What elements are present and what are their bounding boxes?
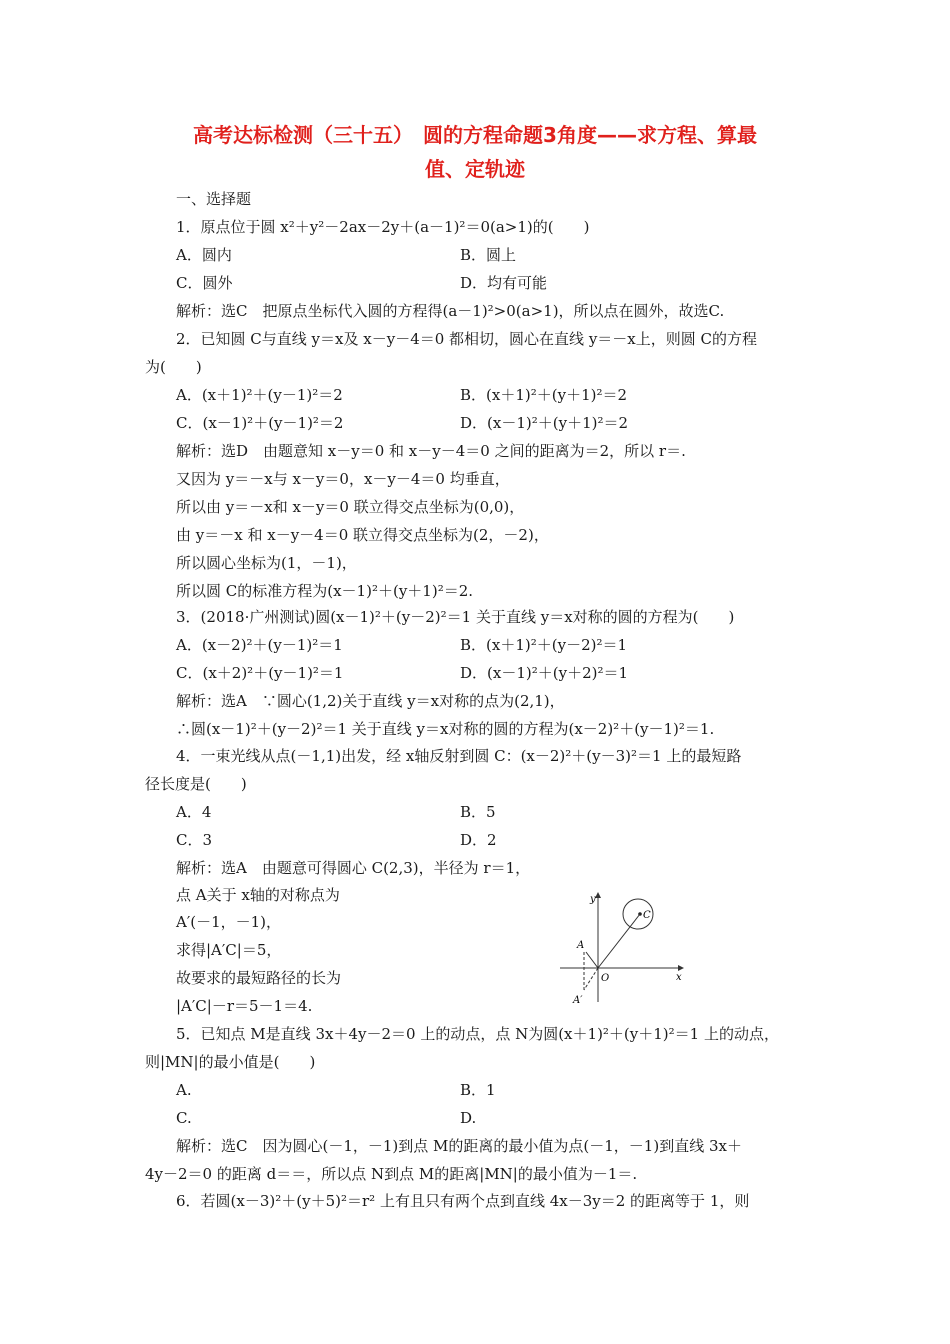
y-axis-label: y [590, 894, 596, 905]
q2-option-a: A．(x＋1)²＋(y－1)²＝2 [176, 386, 343, 404]
page-title-line1: 高考达标检测（三十五） 圆的方程命题3角度——求方程、算最 [193, 123, 757, 147]
question-2-cont: 为( ) [145, 358, 202, 376]
question-5: 5．已知点 M是直线 3x＋4y－2＝0 上的动点，点 N为圆(x＋1)²＋(y＋1)²＝1 上的动点， [176, 1025, 779, 1043]
q1-option-c: C．圆外 [176, 274, 233, 292]
q3-option-c: C．(x＋2)²＋(y－1)²＝1 [176, 664, 344, 682]
question-4-cont: 径长度是( ) [145, 775, 247, 793]
q4-solution-2: 点 A关于 x轴的对称点为 [176, 886, 340, 904]
q4-option-d: D．2 [460, 831, 497, 849]
question-5-cont: 则|MN|的最小值是( ) [145, 1053, 316, 1071]
question-1: 1．原点位于圆 x²＋y²－2ax－2y＋(a－1)²＝0(a>1)的( ) [176, 218, 590, 236]
line-a-prime-to-c [598, 914, 640, 968]
q3-solution-1: 解析：选A ∵圆心(1,2)关于直线 y＝x对称的点为(2,1)， [176, 692, 565, 710]
q4-solution-5: 故要求的最短路径的长为 [176, 969, 342, 987]
reflection-figure [560, 890, 685, 1005]
dashed-a-prime [584, 968, 598, 990]
point-a-label: A [577, 940, 585, 951]
question-3: 3．(2018·广州测试)圆(x－1)²＋(y－2)²＝1 关于直线 y＝x对称的圆的方程为( ) [176, 608, 735, 626]
question-4: 4．一束光线从点(－1,1)出发，经 x轴反射到圆 C：(x－2)²＋(y－3)²＝1 上的最短路 [176, 747, 742, 765]
q2-option-c: C．(x－1)²＋(y－1)²＝2 [176, 414, 344, 432]
q5-solution-2: 4y－2＝0 的距离 d＝＝，所以点 N到点 M的距离|MN|的最小值为－1＝. [145, 1165, 638, 1183]
question-6: 6．若圆(x－3)²＋(y＋5)²＝r² 上有且只有两个点到直线 4x－3y＝2 的距离等于 1，则 [176, 1192, 750, 1210]
q2-solution-3: 所以由 y＝－x和 x－y＝0 联立得交点坐标为(0,0)， [176, 498, 525, 516]
q4-solution-4: 求得|A′C|＝5， [176, 941, 282, 959]
line-a-to-o [586, 952, 598, 968]
q2-option-d: D．(x－1)²＋(y＋1)²＝2 [460, 414, 629, 432]
q1-option-d: D．均有可能 [460, 274, 548, 292]
page-title-line2: 值、定轨迹 [425, 157, 525, 181]
q2-solution-4: 由 y＝－x 和 x－y－4＝0 联立得交点坐标为(2，－2)， [176, 526, 549, 544]
origin-label: O [601, 973, 610, 984]
q1-solution: 解析：选C 把原点坐标代入圆的方程得(a－1)²>0(a>1)，所以点在圆外，故选C. [176, 302, 725, 320]
q4-option-b: B．5 [460, 803, 496, 821]
q5-option-a: A. [176, 1081, 192, 1099]
q1-option-a: A．圆内 [176, 246, 232, 264]
q2-solution-6: 所以圆 C的标准方程为(x－1)²＋(y＋1)²＝2. [176, 582, 474, 600]
q3-option-d: D．(x－1)²＋(y＋2)²＝1 [460, 664, 629, 682]
q5-option-b: B．1 [460, 1081, 496, 1099]
point-a-prime-label: A′ [573, 995, 583, 1005]
q5-option-c: C. [176, 1109, 192, 1127]
section-heading: 一、选择题 [176, 190, 252, 208]
q3-option-b: B．(x＋1)²＋(y－2)²＝1 [460, 636, 628, 654]
point-c-label: C [643, 910, 651, 921]
q3-solution-2: ∴圆(x－1)²＋(y－2)²＝1 关于直线 y＝x对称的圆的方程为(x－2)²＋(y－1)²＝1. [176, 720, 715, 738]
q5-option-d: D. [460, 1109, 477, 1127]
x-axis-label: x [676, 972, 682, 983]
question-2: 2．已知圆 C与直线 y＝x及 x－y－4＝0 都相切，圆心在直线 y＝－x上，则圆 C的方程 [176, 330, 757, 348]
q3-option-a: A．(x－2)²＋(y－1)²＝1 [176, 636, 343, 654]
q4-solution-3: A′(－1，－1)， [176, 913, 282, 931]
q2-solution-2: 又因为 y＝－x与 x－y＝0，x－y－4＝0 均垂直， [176, 470, 510, 488]
q1-option-b: B．圆上 [460, 246, 517, 264]
q4-option-a: A．4 [176, 803, 212, 821]
q4-solution-1: 解析：选A 由题意可得圆心 C(2,3)，半径为 r＝1， [176, 859, 531, 877]
q2-solution-1: 解析：选D 由题意知 x－y＝0 和 x－y－4＝0 之间的距离为＝2，所以 r＝. [176, 442, 686, 460]
y-axis-arrow [595, 892, 601, 898]
x-axis-arrow [678, 965, 684, 971]
q2-option-b: B．(x＋1)²＋(y＋1)²＝2 [460, 386, 628, 404]
q2-solution-5: 所以圆心坐标为(1，－1)， [176, 554, 357, 572]
q4-solution-6: |A′C|－r＝5－1＝4. [176, 997, 313, 1015]
q4-option-c: C．3 [176, 831, 213, 849]
q5-solution-1: 解析：选C 因为圆心(－1，－1)到点 M的距离的最小值为点(－1，－1)到直线 3x＋ [176, 1137, 742, 1155]
